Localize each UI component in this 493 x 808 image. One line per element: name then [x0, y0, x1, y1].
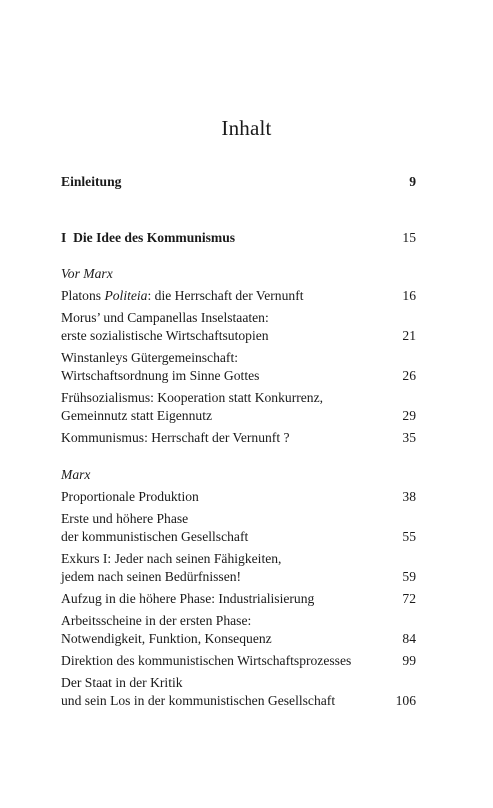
toc-entry[interactable]: [61, 488, 416, 506]
toc-entry-label: Direktion des kommunistischen Wirtschaftsprozesses: [61, 653, 352, 668]
toc-entry-label: Einleitung: [61, 174, 122, 189]
toc-entry-label: Frühsozialismus: Kooperation statt Konkurrenz, Gemeinnutz statt Eigennutz: [61, 390, 324, 423]
toc-entry[interactable]: [61, 389, 416, 425]
section-heading-marx: Marx: [61, 467, 91, 482]
toc-entry[interactable]: [61, 309, 416, 345]
toc-entry-page: 35: [402, 430, 416, 445]
toc-entry-page: 55: [402, 529, 416, 544]
toc-entry[interactable]: [61, 349, 416, 385]
toc-entry-label: Aufzug in die höhere Phase: Industrialisierung: [61, 591, 315, 606]
toc-entry-page: 9: [409, 174, 416, 189]
toc-entry-label: Morus’ und Campanellas Inselstaaten: erste sozialistische Wirtschaftsutopien: [61, 310, 269, 343]
toc-entry-label: Platons Politeia: die Herrschaft der Vernunft: [61, 288, 304, 303]
toc-entry-einleitung[interactable]: [61, 173, 416, 191]
toc-entry[interactable]: [61, 510, 416, 546]
page-title: Inhalt: [221, 116, 272, 140]
toc-entry[interactable]: [61, 429, 416, 447]
toc-entry-page: 26: [402, 368, 416, 383]
toc-entry[interactable]: [61, 550, 416, 586]
toc-entry-label: Kommunismus: Herrschaft der Vernunft ?: [61, 430, 290, 445]
toc-entry[interactable]: [61, 674, 416, 710]
toc-entry-page: 99: [402, 653, 416, 668]
toc-entry-page: 72: [402, 591, 416, 606]
toc-entry-page: 29: [402, 408, 416, 423]
toc-entry-page: 38: [402, 489, 416, 504]
toc-entry-page: 59: [402, 569, 416, 584]
toc-entry[interactable]: [61, 590, 416, 608]
toc-part-page: 15: [402, 230, 416, 245]
toc-entry[interactable]: [61, 287, 416, 305]
toc-entry-page: 21: [402, 328, 416, 343]
toc-part-1[interactable]: [61, 229, 416, 247]
toc-part-label: I Die Idee des Kommunismus: [61, 230, 236, 245]
toc-entry-label: Exkurs I: Jeder nach seinen Fähigkeiten, jedem nach seinen Bedürfnissen!: [61, 551, 282, 584]
toc-entry-label: Erste und höhere Phase der kommunistischen Gesellschaft: [61, 511, 249, 544]
toc-entry-label: Winstanleys Gütergemeinschaft: Wirtschaftsordnung im Sinne Gottes: [61, 350, 260, 383]
section-heading-vor-marx: Vor Marx: [61, 266, 113, 281]
toc-entry-page: 16: [402, 288, 416, 303]
toc-entry[interactable]: [61, 612, 416, 648]
toc-entry[interactable]: [61, 652, 416, 670]
toc-entry-label: Der Staat in der Kritik und sein Los in der kommunistischen Gesellschaft: [61, 675, 336, 708]
toc-entry-label: Proportionale Produktion: [61, 489, 199, 504]
toc-entry-page: 84: [402, 631, 416, 646]
toc-entry-label: Arbeitsscheine in der ersten Phase: Notwendigkeit, Funktion, Konsequenz: [61, 613, 272, 646]
toc-entry-page: 106: [395, 693, 416, 708]
